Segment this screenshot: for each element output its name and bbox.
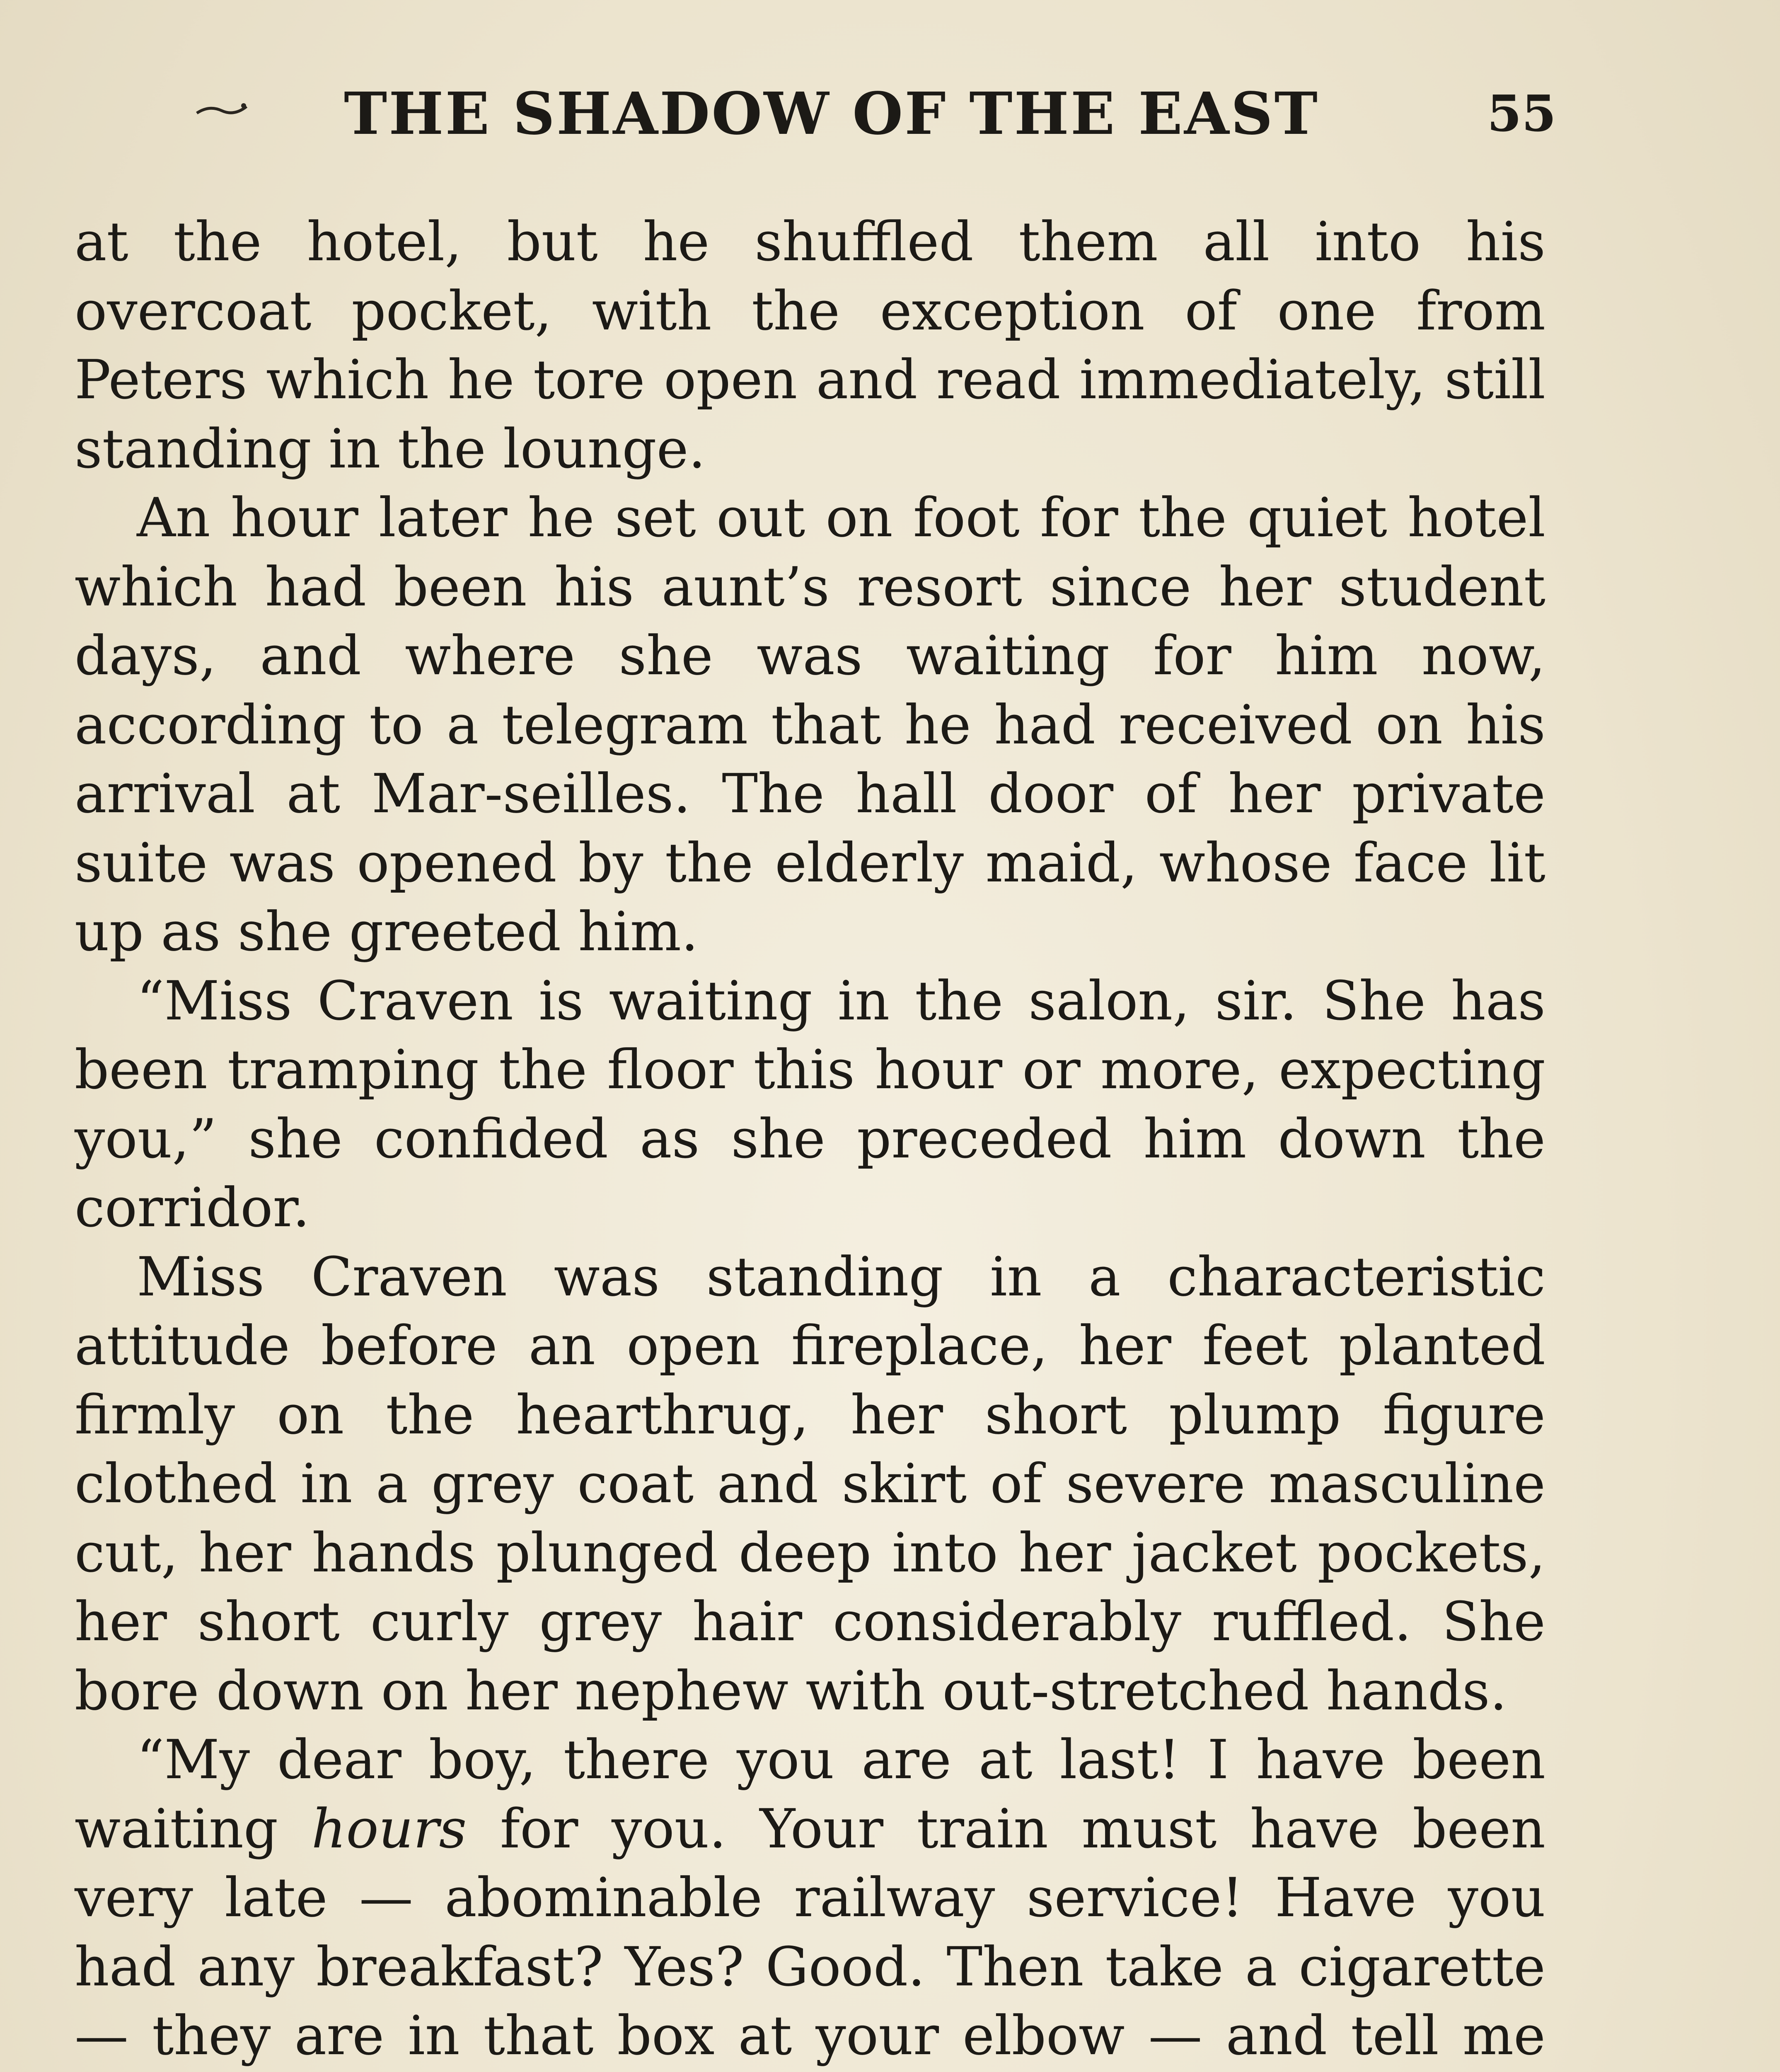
paragraph-4: Miss Craven was standing in a characteristic attitude before an open fireplace, her feet planted firmly on the hearthrug, her short plump figure clothed in a grey coat and skirt of severe masculine cut, her hands plunged deep into her jacket pockets, her short curly grey hair considerably ruffled. She bore down on her nephew with out-stretched hands. (75, 1245, 1545, 1722)
paragraph-5-rest: for you. Your train must have been very late — abominable railway service! Have you had any breakfast? Yes? Good. Then take a cigarette — they are in that box at your elbow — and tell me (75, 1797, 1545, 2067)
paragraph-5 (75, 1725, 1545, 2072)
page-header (195, 77, 1556, 151)
paragraph-2: An hour later he set out on foot for the quiet hotel which had been his aunt’s resort since her student days, and where she was waiting for him now, according to a telegram that he had received on his arrival at Mar-seilles. The hall door of her private suite was opened by the elderly maid, whose face lit up as she greeted him. (75, 486, 1545, 963)
paragraph-1: at the hotel, but he shuffled them all into his overcoat pocket, with the exception of one from Peters which he tore open and read immediately, still standing in the lounge. (75, 210, 1545, 480)
body-text (75, 207, 1545, 2072)
running-title: THE SHADOW OF THE EAST (344, 80, 1319, 148)
paragraph-5-start: “My dear boy, there you are at last! I have been waiting (75, 1728, 1545, 1860)
page-number: 55 (1487, 85, 1556, 143)
printer-ornament-icon (195, 102, 249, 118)
paragraph-3: “Miss Craven is waiting in the salon, sir. She has been tramping the floor this hour or more, expecting you,” she confided as she preceded him down the corridor. (75, 969, 1545, 1239)
emphasis-hours: hours (311, 1797, 467, 1860)
